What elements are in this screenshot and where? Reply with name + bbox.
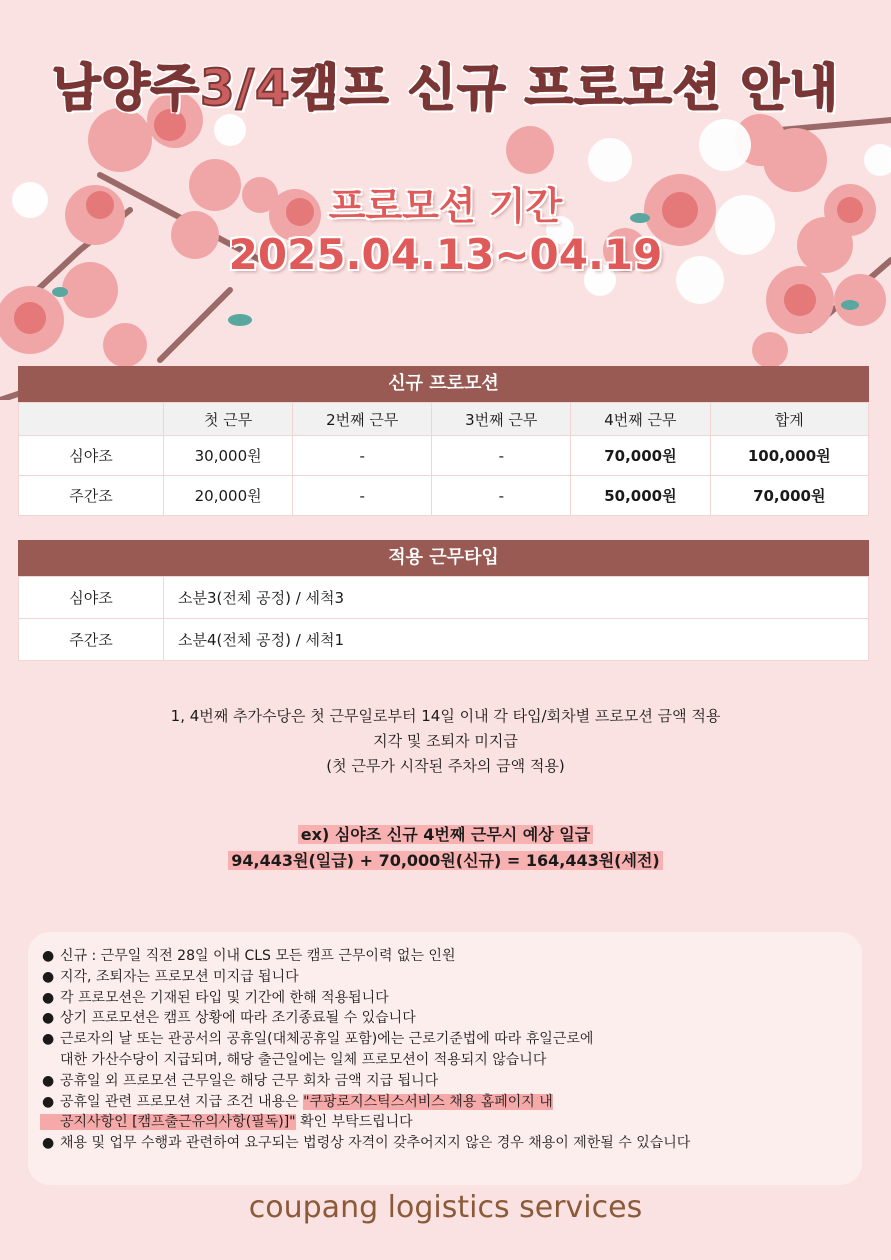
promotion-table [18,366,869,516]
table-row [19,476,869,516]
shift-name: 심야조 [19,436,164,476]
promotion-notes [0,704,891,779]
table-cell: 소분4(전체 공정) / 세척1 [164,619,869,661]
promotion-period-dates: 2025.04.13~04.19 [228,230,663,279]
work-type-table [18,540,869,661]
table-cell: 70,000원 [710,476,869,516]
bullet-icon: ● [42,1010,55,1027]
list-item: ● 지각, 조퇴자는 프로모션 미지급 됩니다 [28,967,862,988]
example-calculation [0,822,891,874]
bullet-icon: ● [42,968,55,985]
column-header: 2번째 근무 [293,403,432,436]
table-row [19,577,869,619]
list-item: ● 근로자의 날 또는 관공서의 공휴일(대체공휴일 포함)에는 근로기준법에 따라 휴일근로에 대한 가산수당이 지급되며, 해당 출근일에는 일체 프로모션이 적용되지 않습니다 [42,1031,594,1068]
promotion-period-label: 프로모션 기간 [328,184,563,228]
list-item: ● 신규 : 근무일 직전 28일 이내 CLS 모든 캠프 근무이력 없는 인원 [28,946,862,967]
bullet-icon: ● [42,1031,55,1048]
note-line: 1, 4번째 추가수당은 첫 근무일로부터 14일 이내 각 타입/회차별 프로모션 금액 적용 [170,707,721,725]
table-cell: - [293,436,432,476]
table-cell: 50,000원 [571,476,710,516]
bullet-icon: ● [42,989,55,1006]
table-cell: - [432,436,571,476]
shift-name: 주간조 [19,476,164,516]
shift-name: 심야조 [19,577,164,619]
shift-name: 주간조 [19,619,164,661]
column-header: 첫 근무 [164,403,293,436]
list-item: ● 공휴일 외 프로모션 근무일은 해당 근무 회차 금액 지급 됩니다 [28,1071,862,1092]
highlight-text: "쿠팡로지스틱스서비스 채용 홈페이지 내 [303,1093,553,1110]
page-title: 남양주3/4캠프 신규 프로모션 안내 [52,59,839,117]
highlight-text: 공지사항인 [캠프출근유의사항(필독)]" [40,1114,296,1130]
table-row [19,619,869,661]
example-formula: 94,443원(일급) + 70,000원(신규) = 164,443원(세전) [228,851,662,870]
column-header: 3번째 근무 [432,403,571,436]
coupang-logistics-logo: coupang logistics services [248,1190,643,1225]
list-item: ● 채용 및 업무 수행과 관련하여 요구되는 법령상 자격이 갖추어지지 않은 경우 채용이 제한될 수 있습니다 [28,1133,862,1154]
table-row [19,436,869,476]
table-cell: 30,000원 [164,436,293,476]
column-header: 합계 [710,403,869,436]
list-item: ● 공휴일 관련 프로모션 지급 조건 내용은 "쿠팡로지스틱스서비스 채용 홈페이지 내 공지사항인 [캠프출근유의사항(필독)]" 확인 부탁드립니다 [42,1093,553,1131]
list-item: ● 상기 프로모션은 캠프 상황에 따라 조기종료될 수 있습니다 [28,1008,862,1029]
table-cell: - [293,476,432,516]
conditions-box [28,932,862,1185]
table-cell: 20,000원 [164,476,293,516]
column-header [19,403,164,436]
table-cell: 100,000원 [710,436,869,476]
table-cell: 70,000원 [571,436,710,476]
bullet-icon: ● [42,948,55,964]
example-title: ex) 심야조 신규 4번째 근무시 예상 일급 [298,825,593,844]
table-header-row [19,403,869,436]
note-line: 지각 및 조퇴자 미지급 [373,732,518,750]
table-cell: - [432,476,571,516]
bullet-icon: ● [42,1093,55,1110]
work-type-table-heading: 적용 근무타입 [18,540,869,576]
note-line: (첫 근무가 시작된 주차의 금액 적용) [326,757,565,775]
bullet-icon: ● [42,1135,55,1152]
column-header: 4번째 근무 [571,403,710,436]
bullet-icon: ● [42,1072,55,1089]
table-cell: 소분3(전체 공정) / 세척3 [164,577,869,619]
list-item: ● 각 프로모션은 기재된 타입 및 기간에 한해 적용됩니다 [28,988,862,1009]
promotion-table-heading: 신규 프로모션 [18,366,869,402]
